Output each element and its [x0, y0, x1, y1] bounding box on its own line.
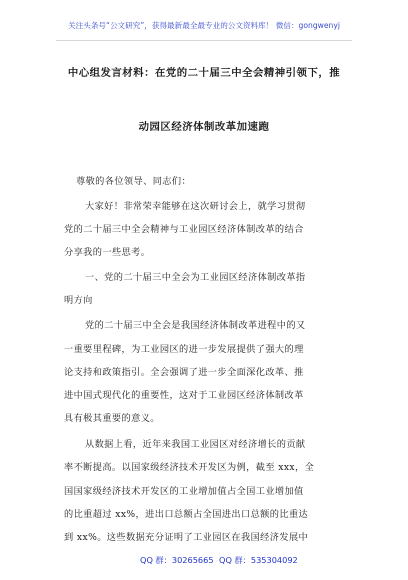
body-line: 党的二十届三中全会是我国经济体制改革进程中的又 [85, 320, 306, 331]
body-line: 的比重超过 xx%，进出口总额占全国进出口总额的比重达 [64, 509, 309, 520]
salutation: 尊敬的各位领导、同志们： [76, 176, 192, 187]
body-line: 一重要里程碑，为工业园区的进一步发展提供了强大的理 [64, 344, 304, 355]
body-line: 进中国式现代化的重要性，这对于工业园区经济体制改革 [64, 390, 304, 401]
footer-qq-group-2: QQ 群：535304092 [219, 555, 298, 565]
body-line: 从数据上看，近年来我国工业园区对经济增长的贡献 [85, 439, 306, 450]
body-line: 党的二十届三中全会精神与工业园区经济体制改革的结合 [64, 224, 304, 235]
body-line: 到 xx%。这些数据充分证明了工业园区在我国经济发展中 [64, 532, 309, 543]
document-title-line-2: 动园区经济体制改革加速跑 [138, 121, 270, 133]
header-banner: 关注头条号“公文研究”，获得最新最全最专业的公文资料库！ 微信：gongwenyj [68, 21, 340, 30]
header-divider [56, 40, 352, 41]
document-title-line-1: 中心组发言材料：在党的二十届三中全会精神引领下，推 [67, 67, 341, 79]
body-line: 大家好！非常荣幸能够在这次研讨会上，就学习贯彻 [85, 201, 306, 212]
footer-qq-group-1: QQ 群：30265665 [140, 555, 214, 565]
body-line: 国国家级经济技术开发区的工业增加值占全国工业增加值 [64, 486, 304, 497]
section-heading: 明方向 [64, 295, 93, 306]
section-heading: 一、党的二十届三中全会为工业园区经济体制改革指 [85, 272, 306, 283]
body-line: 论支持和政策指引。全会强调了进一步全面深化改革、推 [64, 367, 304, 378]
body-line: 率不断提高。以国家级经济技术开发区为例，截至 xxx，全 [64, 462, 315, 473]
body-line: 分享我的一些思考。 [64, 247, 151, 258]
body-line: 具有极其重要的意义。 [64, 413, 160, 424]
